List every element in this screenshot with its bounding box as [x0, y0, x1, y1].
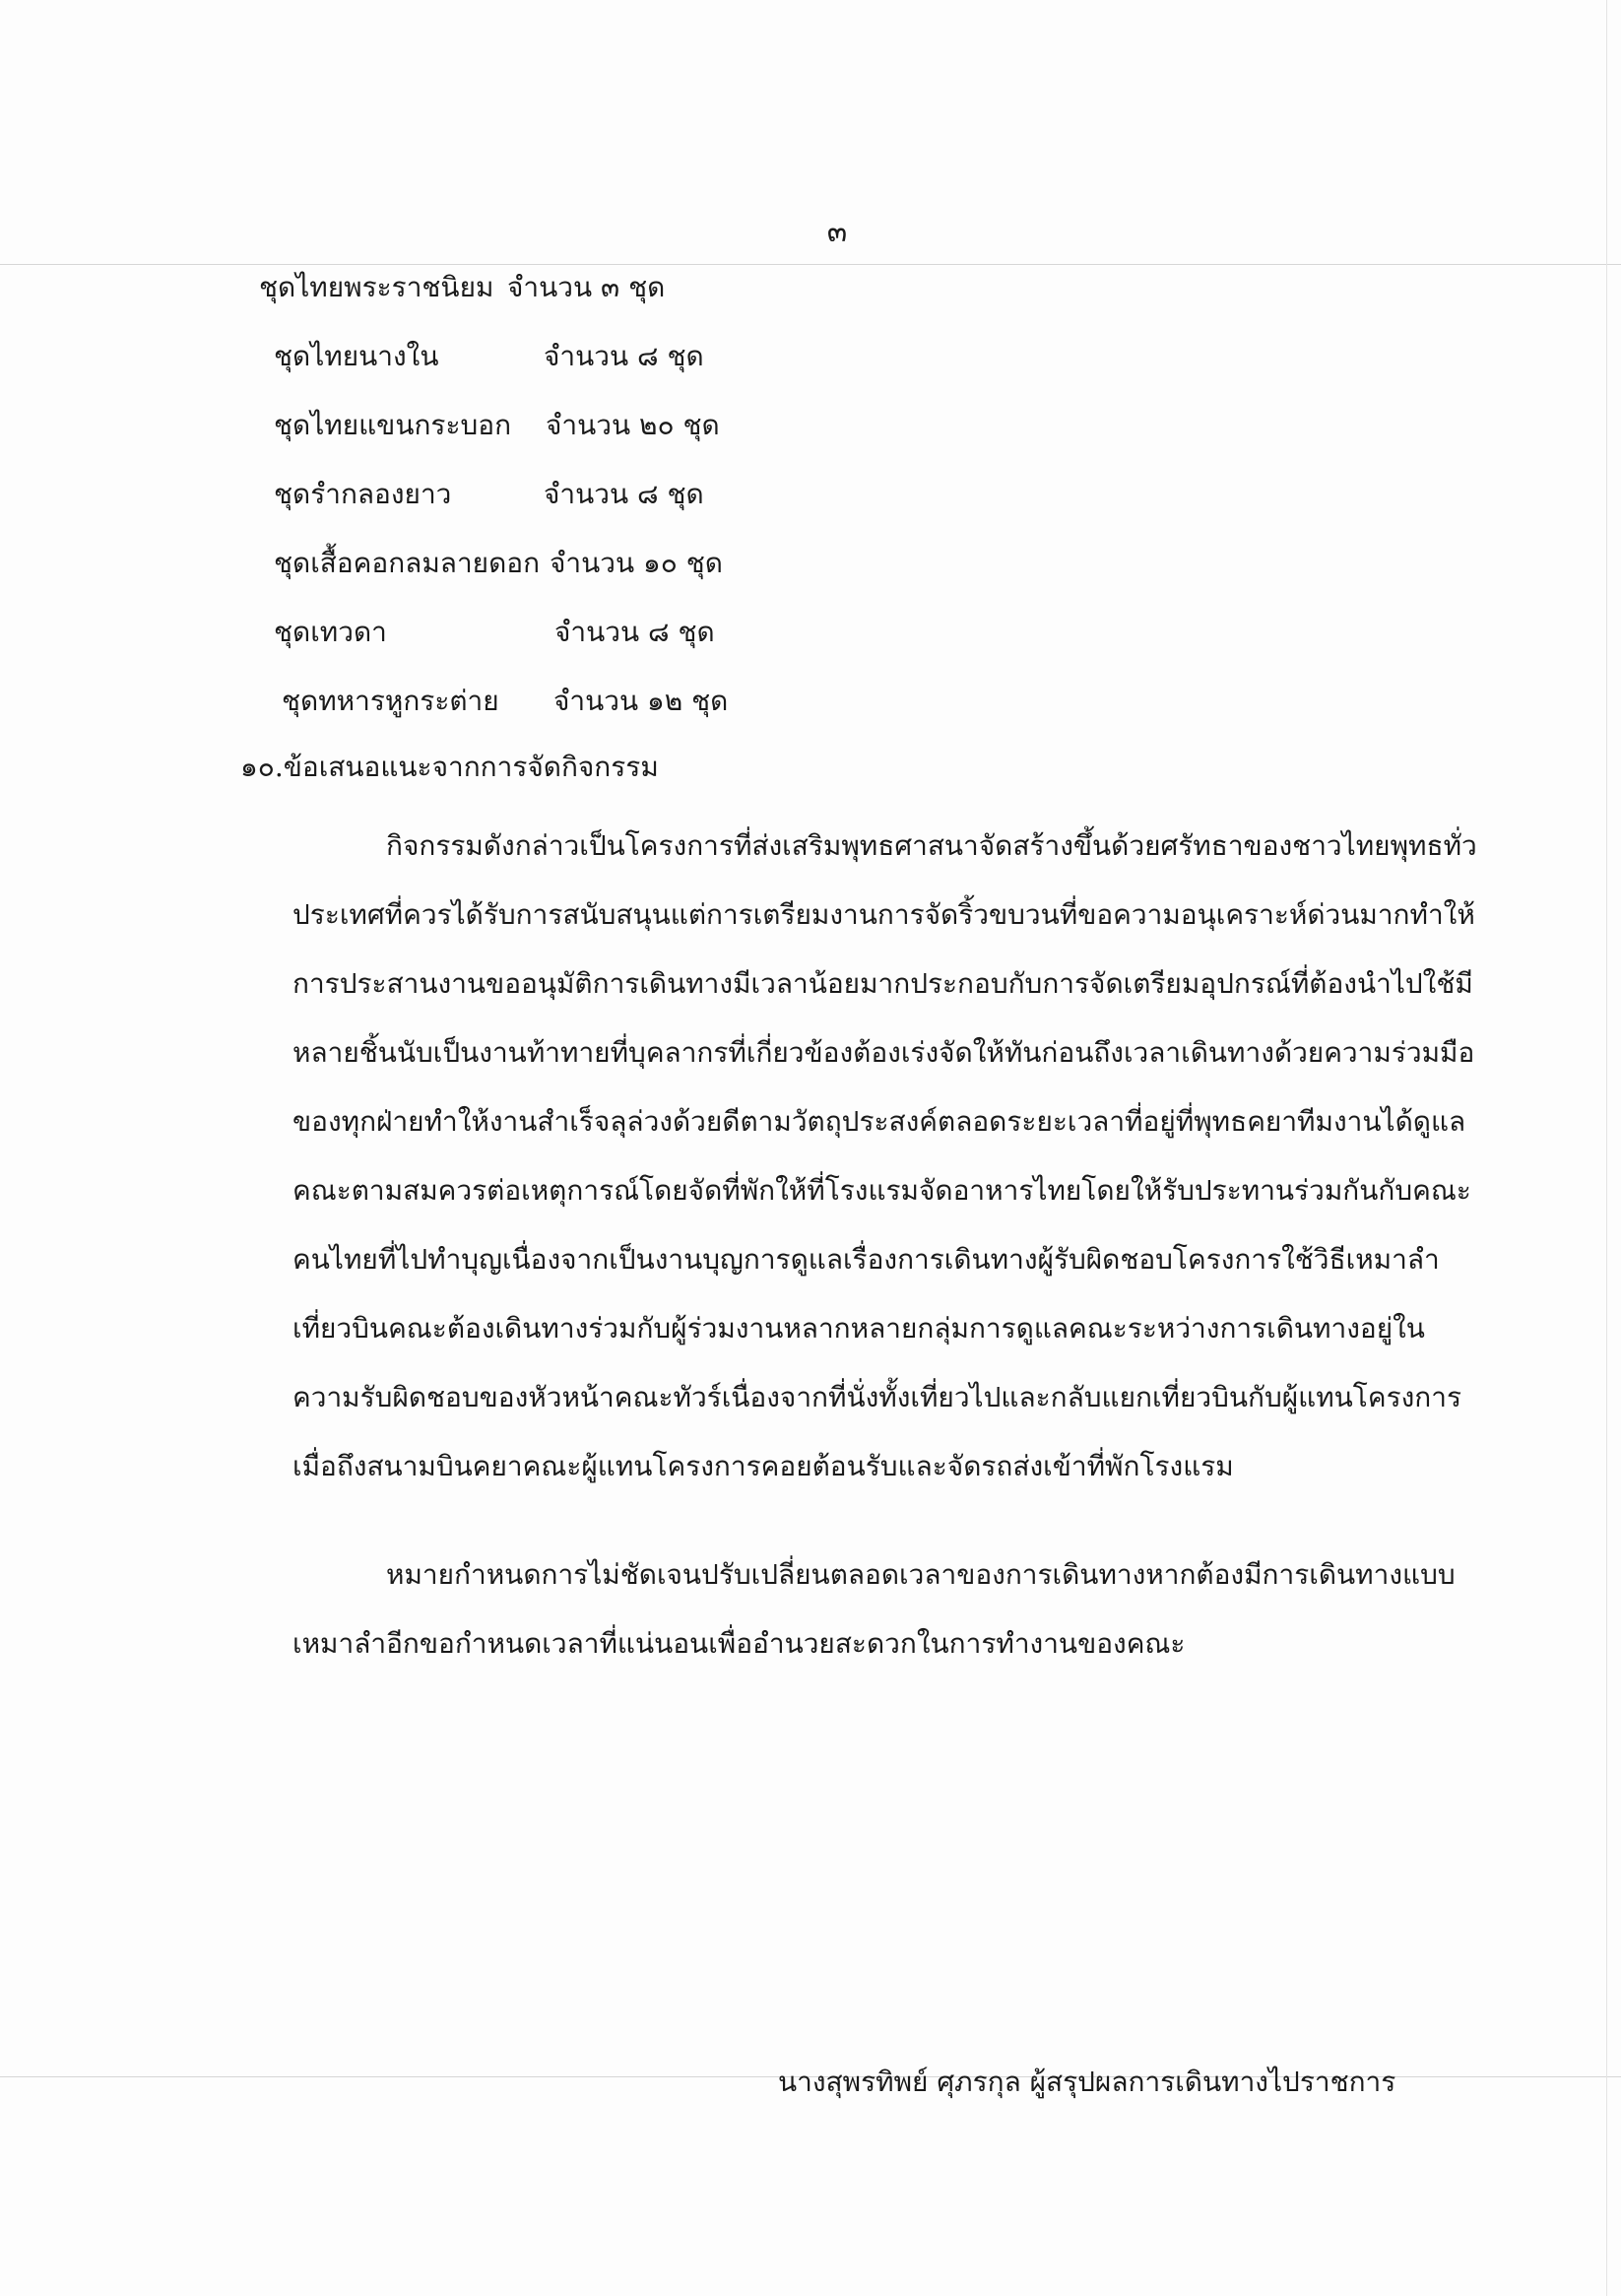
- paragraph-line: เหมาลำอีกขอกำหนดเวลาที่แน่นอนเพื่ออำนวยสะดวกในการทำงานของคณะ: [292, 1627, 1186, 1660]
- section-heading: ๑๐.ข้อเสนอแนะจากการจัดกิจกรรม: [240, 751, 659, 783]
- page-number: ๓: [826, 215, 848, 249]
- costume-name: ชุดเทวดา: [274, 616, 387, 648]
- costume-name: ชุดไทยพระราชนิยม: [259, 271, 494, 303]
- costume-name: ชุดเสื้อคอกลมลายดอก: [274, 547, 541, 579]
- paragraph-line: ของทุกฝ่ายทำให้งานสำเร็จลุล่วงด้วยดีตามวัตถุประสงค์ตลอดระยะเวลาที่อยู่ที่พุทธคยาทีมงานได้ดูแล: [292, 1105, 1466, 1138]
- costume-name: ชุดไทยนางใน: [274, 340, 439, 372]
- paragraph-line: หมายกำหนดการไม่ชัดเจนปรับเปลี่ยนตลอดเวลาของการเดินทางหากต้องมีการเดินทางแบบ: [386, 1558, 1456, 1591]
- scan-artifact-line: [0, 264, 1621, 265]
- paragraph-line: ความรับผิดชอบของหัวหน้าคณะทัวร์เนื่องจากที่นั่งทั้งเที่ยวไปและกลับแยกเที่ยวบินกับผู้แทนโครงการ: [292, 1381, 1461, 1413]
- paragraph-line: ประเทศที่ควรได้รับการสนับสนุนแต่การเตรียมงานการจัดริ้วขบวนที่ขอความอนุเคราะห์ด่วนมากทำให้: [292, 898, 1475, 931]
- paragraph-line: หลายชิ้นนับเป็นงานท้าทายที่บุคลากรที่เกี่ยวข้องต้องเร่งจัดให้ทันก่อนถึงเวลาเดินทางด้วยความร่วมมือ: [292, 1036, 1475, 1069]
- costume-name: ชุดทหารหูกระต่าย: [282, 685, 499, 717]
- costume-name: ชุดรำกลองยาว: [274, 478, 452, 510]
- costume-quantity: จำนวน ๘ ชุด: [544, 478, 704, 510]
- costume-name: ชุดไทยแขนกระบอก: [274, 409, 512, 441]
- paragraph-line: คนไทยที่ไปทำบุญเนื่องจากเป็นงานบุญการดูแลเรื่องการเดินทางผู้รับผิดชอบโครงการใช้วิธีเหมาลำ: [292, 1243, 1440, 1276]
- costume-quantity: จำนวน ๘ ชุด: [544, 340, 704, 372]
- page-edge: [1606, 0, 1607, 2296]
- signature-line: นางสุพรทิพย์ ศุภรกุล ผู้สรุปผลการเดินทางไปราชการ: [778, 2066, 1396, 2098]
- costume-quantity: จำนวน ๓ ชุด: [507, 271, 666, 303]
- costume-quantity: จำนวน ๘ ชุด: [554, 616, 715, 648]
- costume-quantity: จำนวน ๑๒ ชุด: [553, 685, 729, 717]
- paragraph-line: การประสานงานขออนุมัติการเดินทางมีเวลาน้อยมากประกอบกับการจัดเตรียมอุปกรณ์ที่ต้องนำไปใช้มี: [292, 967, 1473, 1000]
- paragraph-line: เมื่อถึงสนามบินคยาคณะผู้แทนโครงการคอยต้อนรับและจัดรถส่งเข้าที่พักโรงแรม: [292, 1450, 1234, 1482]
- paragraph-line: กิจกรรมดังกล่าวเป็นโครงการที่ส่งเสริมพุทธศาสนาจัดสร้างขึ้นด้วยศรัทธาของชาวไทยพุทธทั่ว: [386, 829, 1477, 862]
- paragraph-line: คณะตามสมควรต่อเหตุการณ์โดยจัดที่พักให้ที่โรงแรมจัดอาหารไทยโดยให้รับประทานร่วมกันกับคณะ: [292, 1174, 1471, 1207]
- costume-quantity: จำนวน ๑๐ ชุด: [550, 547, 723, 579]
- costume-quantity: จำนวน ๒๐ ชุด: [546, 409, 720, 441]
- paragraph-line: เที่ยวบินคณะต้องเดินทางร่วมกับผู้ร่วมงานหลากหลายกลุ่มการดูแลคณะระหว่างการเดินทางอยู่ใน: [292, 1312, 1425, 1345]
